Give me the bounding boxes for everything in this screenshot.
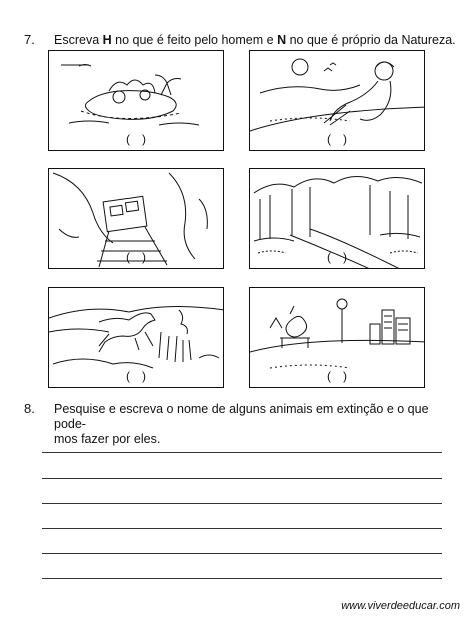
q7-text-part: no que é próprio da Natureza. bbox=[286, 33, 456, 47]
open-paren: ( bbox=[126, 132, 130, 146]
close-paren: ) bbox=[343, 132, 347, 146]
answer-slot[interactable] bbox=[250, 369, 424, 383]
open-paren: ( bbox=[327, 132, 331, 146]
q7-letter-h: H bbox=[102, 33, 112, 47]
close-paren: ) bbox=[142, 132, 146, 146]
answer-slot[interactable] bbox=[49, 132, 223, 146]
question-8-number: 8. bbox=[24, 401, 35, 416]
close-paren: ) bbox=[343, 369, 347, 383]
close-paren: ) bbox=[142, 369, 146, 383]
answer-line[interactable] bbox=[42, 578, 442, 579]
answer-slot[interactable] bbox=[49, 250, 223, 264]
answer-line[interactable] bbox=[42, 503, 442, 504]
answer-slot[interactable] bbox=[49, 369, 223, 383]
picture-card-horse bbox=[48, 287, 224, 388]
question-7-text bbox=[54, 33, 456, 48]
q8-line-2: mos fazer por eles. bbox=[54, 432, 161, 446]
q7-text-part: Escreva bbox=[54, 33, 103, 47]
open-paren: ( bbox=[126, 250, 130, 264]
picture-card-park-buildings bbox=[249, 287, 425, 388]
answer-line[interactable] bbox=[42, 452, 442, 453]
q7-text-part: no que é feito pelo homem e bbox=[111, 33, 278, 47]
answer-line[interactable] bbox=[42, 528, 442, 529]
picture-card-forest-path bbox=[249, 168, 425, 269]
picture-card-child-on-hill bbox=[249, 50, 425, 151]
answer-line[interactable] bbox=[42, 478, 442, 479]
q8-line-1: Pesquise e escreva o nome de alguns animais em extinção e o que pode- bbox=[54, 402, 429, 431]
q7-letter-n: N bbox=[277, 33, 287, 47]
open-paren: ( bbox=[327, 369, 331, 383]
picture-card-island bbox=[48, 50, 224, 151]
answer-line[interactable] bbox=[42, 553, 442, 554]
question-7-number: 7. bbox=[24, 32, 35, 47]
answer-slot[interactable] bbox=[250, 250, 424, 264]
website-footer: www.viverdeeducar.com bbox=[341, 600, 460, 612]
answer-slot[interactable] bbox=[250, 132, 424, 146]
question-8-text bbox=[54, 402, 454, 447]
open-paren: ( bbox=[327, 250, 331, 264]
picture-card-train bbox=[48, 168, 224, 269]
open-paren: ( bbox=[126, 369, 130, 383]
close-paren: ) bbox=[142, 250, 146, 264]
close-paren: ) bbox=[343, 250, 347, 264]
